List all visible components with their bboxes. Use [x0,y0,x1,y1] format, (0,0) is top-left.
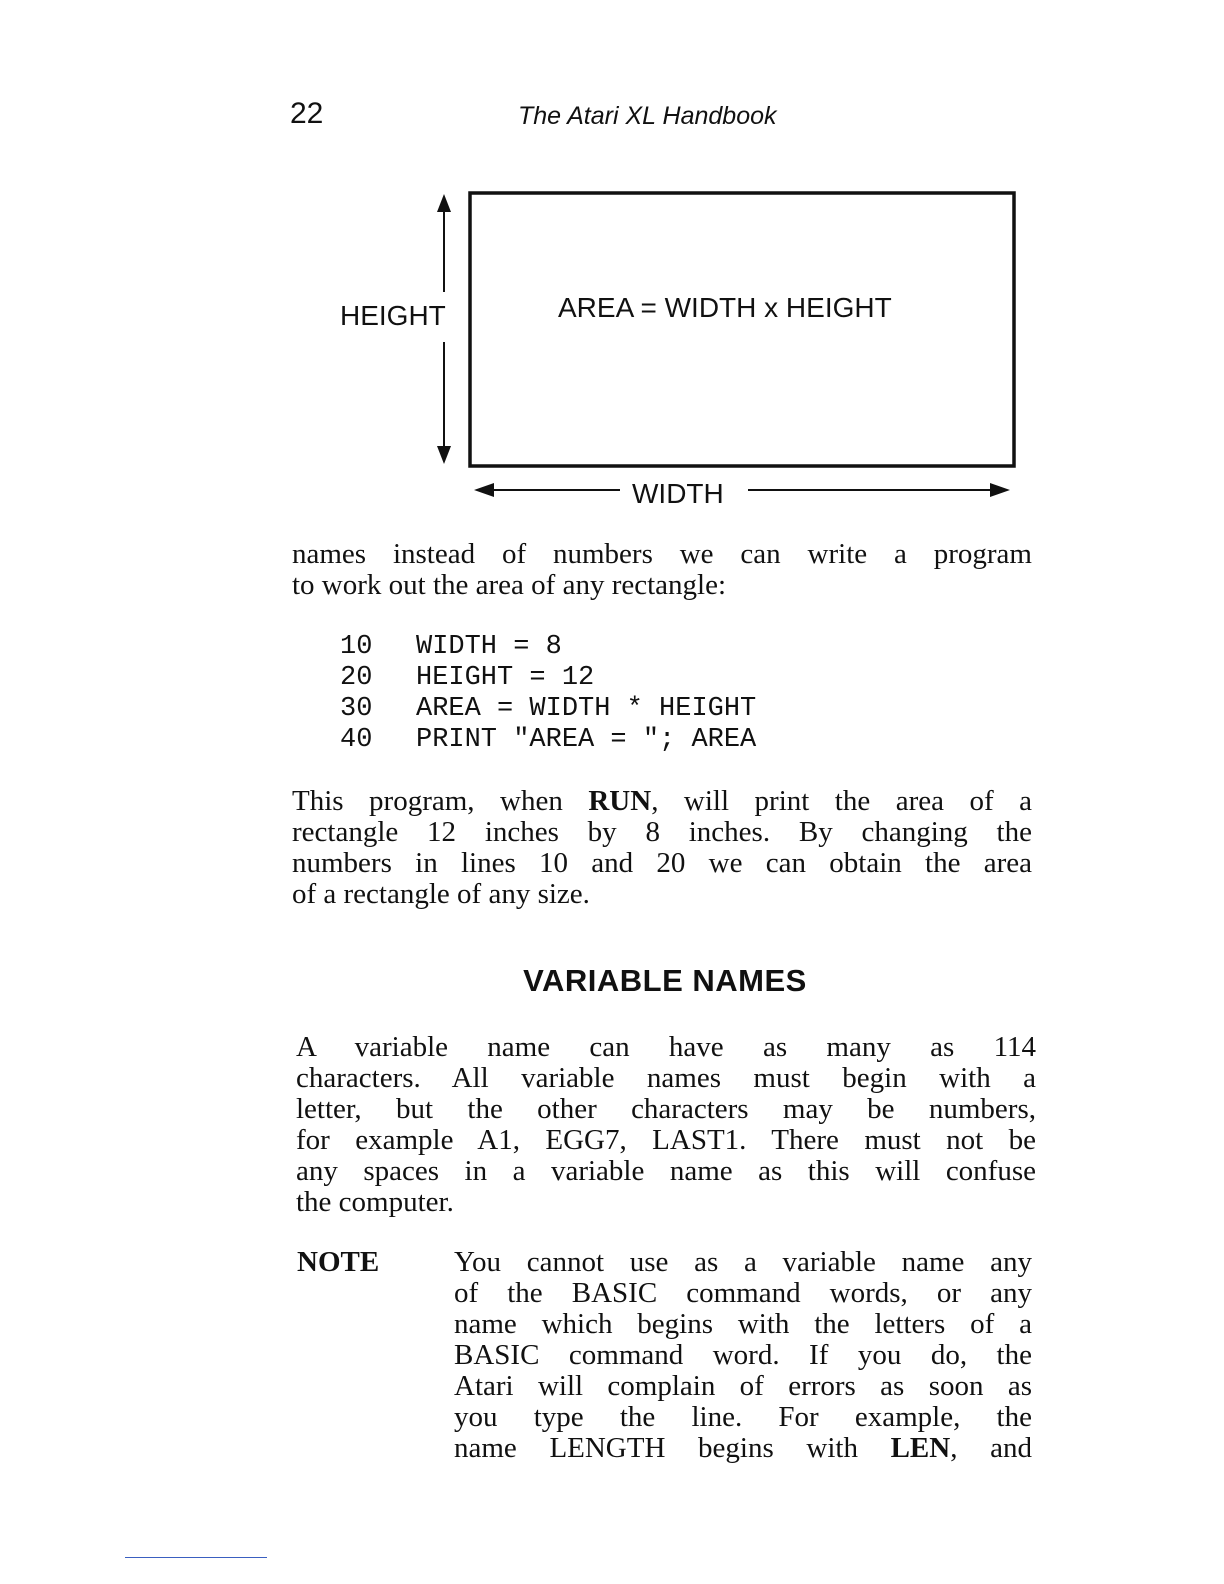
area-formula: AREA = WIDTH x HEIGHT [558,292,892,323]
height-label: HEIGHT [340,300,446,331]
code-line-number: 40 [340,725,373,755]
variable-line-1: A variable name can have as many as 114 [296,1031,1036,1063]
note-line-7 [454,1433,1032,1464]
section-heading: VARIABLE NAMES [523,963,807,998]
running-title: The Atari XL Handbook [518,102,777,130]
note-line-7-middle: begins with [665,1432,891,1464]
footnote-rule [125,1557,267,1558]
note-line-3: name which begins with the letters of a [454,1308,1032,1340]
explanation-paragraph [292,786,1032,910]
code-line-number: 30 [340,694,373,724]
variable-line-4: for example A1, EGG7, LAST1. There must not be [296,1124,1036,1156]
code-statement: WIDTH = 8 [416,632,562,662]
note-line-5: Atari will complain of errors as soon as [454,1370,1032,1402]
arrow-left-icon [474,483,494,497]
variable-line-2: characters. All variable names must begin with a [296,1062,1036,1094]
code-line-number: 20 [340,663,373,693]
variable-line-6: the computer. [296,1186,454,1218]
code-line [340,663,756,694]
code-statement: HEIGHT = 12 [416,663,595,693]
area-diagram [320,180,1040,520]
len-keyword: LEN [890,1432,951,1464]
explanation-line-1-end: , will print the area of a [651,785,1032,817]
intro-paragraph [292,539,1032,601]
note-line-2: of the BASIC command words, or any [454,1277,1032,1309]
code-line [340,694,756,725]
intro-line-1: names instead of numbers we can write a program [292,538,1032,570]
note-line-4: BASIC command word. If you do, the [454,1339,1032,1371]
note-body [454,1247,1032,1464]
length-keyword: LENGTH [549,1432,666,1464]
note-line-1: You cannot use as a variable name any [454,1246,1032,1278]
note-line-7-end: , and [950,1432,1032,1464]
note-label: NOTE [297,1246,380,1278]
basic-code-listing [340,632,756,756]
arrow-right-icon [990,483,1010,497]
variable-line-5: any spaces in a variable name as this will confuse [296,1155,1036,1187]
explanation-line-1 [292,786,1032,817]
code-line [340,632,756,663]
page-number: 22 [290,97,324,130]
explanation-line-2: rectangle 12 inches by 8 inches. By changing the [292,816,1032,848]
code-statement: PRINT "AREA = "; AREA [416,725,757,755]
arrow-up-icon [437,194,451,212]
note-line-6: you type the line. For example, the [454,1401,1032,1433]
code-line-number: 10 [340,632,373,662]
code-line [340,725,756,756]
run-keyword: RUN [588,785,652,817]
code-statement: AREA = WIDTH * HEIGHT [416,694,757,724]
area-diagram-graphic [320,180,1040,520]
explanation-line-1-start: This program, when [292,785,589,817]
width-label: WIDTH [632,478,724,509]
variable-line-3: letter, but the other characters may be numbers, [296,1093,1036,1125]
explanation-line-3: numbers in lines 10 and 20 we can obtain the area [292,847,1032,879]
rectangle-shape [470,193,1014,466]
note-line-7-start: name [454,1432,550,1464]
variable-names-paragraph [296,1032,1036,1218]
intro-line-2: to work out the area of any rectangle: [292,569,727,601]
arrow-down-icon [437,446,451,464]
explanation-line-4: of a rectangle of any size. [292,878,590,910]
